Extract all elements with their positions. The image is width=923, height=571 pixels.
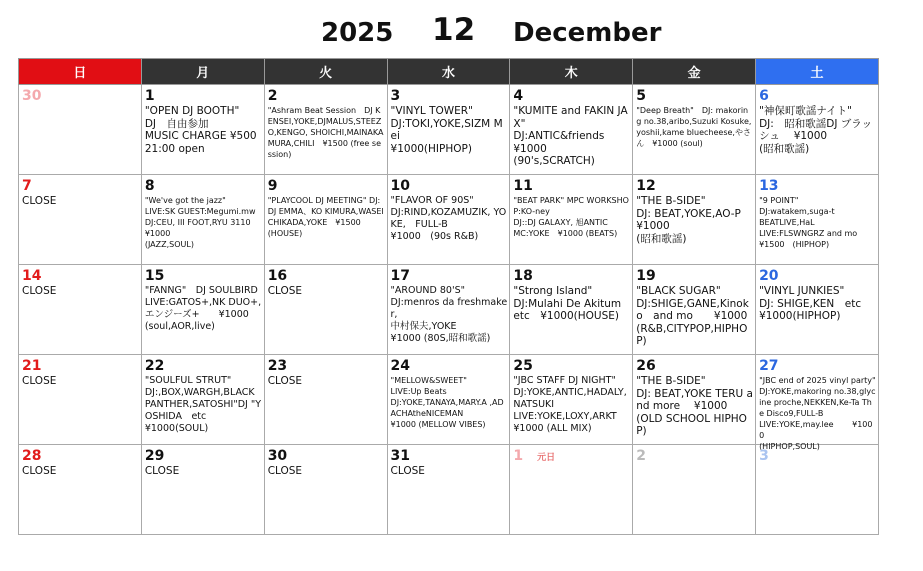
weekday-sat: 土 <box>756 59 879 85</box>
day-number: 5 <box>636 88 646 104</box>
day-cell <box>264 355 387 445</box>
day-cell <box>264 175 387 265</box>
event-text: "FANNG" DJ SOULBIRD LIVE:GATOS+,NK DUO+, エンジーズ+ ¥1000 (soul,AOR,live) <box>144 285 262 332</box>
day-cell <box>19 265 142 355</box>
day-number: 8 <box>144 178 155 194</box>
day-number: 26 <box>636 358 656 374</box>
day-number: 2 <box>636 448 646 464</box>
event-text: CLOSE <box>22 465 57 477</box>
day-number: 1 元日 <box>513 448 556 464</box>
event-text: CLOSE <box>267 375 303 387</box>
day-cell <box>19 175 142 265</box>
event-text: CLOSE <box>267 465 303 477</box>
event-text: "Strong Island" DJ:Mulahi De Akitum etc ¥1000(HOUSE) <box>513 285 622 322</box>
event-text: "VINYL TOWER" DJ:TOKI,YOKE,SIZM Mei ¥1000(HIPHOP) <box>390 105 503 155</box>
event-text: CLOSE <box>22 195 57 207</box>
event-text: "OPEN DJ BOOTH" DJ 自由参加 MUSIC CHARGE ¥500 21:00 open <box>144 105 257 155</box>
day-number: 10 <box>390 178 411 194</box>
day-cell <box>756 355 879 451</box>
weekday-wed: 水 <box>387 59 510 85</box>
weekday-header-row <box>19 59 879 85</box>
day-cell <box>510 445 633 535</box>
event-text: "BLACK SUGAR" DJ:SHIGE,GANE,Kinoko and mo ¥1000 (R&B,CITYPOP,HIPHOP) <box>636 285 749 347</box>
event-text: "Ashram Beat Session DJ KENSEI,YOKE,DJMALUS,STEEZO,KENGO, SHOICHI,MAINAKAMURA,CHILI ¥1500 (free session) <box>267 106 384 159</box>
day-number: 2 <box>267 88 278 104</box>
calendar-grid <box>18 58 879 535</box>
day-number: 27 <box>759 358 779 374</box>
day-number: 12 <box>636 178 656 194</box>
day-number: 31 <box>390 448 411 464</box>
event-text: "Deep Breath" DJ: makoring no.38,aribo,Suzuki Kosuke,yoshii,kame bluecheese,やさん ¥1000 (soul) <box>636 106 752 148</box>
day-cell <box>141 265 264 355</box>
day-number: 4 <box>513 88 524 104</box>
day-number: 19 <box>636 268 656 284</box>
day-number: 21 <box>22 358 42 374</box>
day-number: 3 <box>390 88 401 104</box>
day-number: 18 <box>513 268 533 284</box>
day-number: 6 <box>759 88 769 104</box>
day-number: 1 <box>144 88 155 104</box>
day-number: 9 <box>267 178 278 194</box>
day-cell <box>633 85 756 175</box>
day-cell <box>756 265 879 355</box>
day-cell <box>19 355 142 445</box>
day-cell <box>756 85 879 175</box>
weekday-sun: 日 <box>19 59 142 85</box>
day-number: 28 <box>22 448 42 464</box>
week-row <box>19 85 879 175</box>
week-row <box>19 175 879 265</box>
day-number: 22 <box>144 358 165 374</box>
day-cell <box>387 175 510 265</box>
day-cell <box>633 175 756 265</box>
day-number: 3 <box>759 448 769 464</box>
event-text: "神保町歌謡ナイト" DJ: 昭和歌謡DJ ブラッシュ ¥1000 (昭和歌謡) <box>759 105 873 155</box>
event-text: CLOSE <box>267 285 303 297</box>
week-row <box>19 445 879 535</box>
day-number: 15 <box>144 268 165 284</box>
day-cell <box>387 265 510 355</box>
day-cell <box>141 85 264 175</box>
day-number: 30 <box>267 448 288 464</box>
day-number: 25 <box>513 358 533 374</box>
day-cell <box>264 85 387 175</box>
week-row <box>19 355 879 445</box>
title-year: 2025 <box>321 18 394 48</box>
day-cell <box>633 445 756 535</box>
day-cell <box>510 355 633 445</box>
holiday-label: 元日 <box>537 453 556 463</box>
day-cell <box>387 355 510 445</box>
day-cell <box>264 265 387 355</box>
weekday-thu: 木 <box>510 59 633 85</box>
day-cell <box>756 445 879 535</box>
event-text: "VINYL JUNKIES" DJ: SHIGE,KEN etc ¥1000(HIPHOP) <box>759 285 862 322</box>
day-number: 29 <box>144 448 165 464</box>
weekday-fri: 金 <box>633 59 756 85</box>
weekday-mon: 月 <box>141 59 264 85</box>
day-number: 20 <box>759 268 779 284</box>
event-text: "MELLOW&SWEET" LIVE:Up Beats DJ:YOKE,TANAYA,MARY.A ,ADACHAtheNICEMAN ¥1000 (MELLOW VIBES) <box>390 376 504 429</box>
day-cell <box>264 445 387 535</box>
day-cell <box>510 85 633 175</box>
event-text: "JBC STAFF DJ NIGHT" DJ:YOKE,ANTIC,HADALY,NATSUKI LIVE:YOKE,LOXY,ARKT ¥1000 (ALL MIX) <box>513 375 627 434</box>
weekday-tue: 火 <box>264 59 387 85</box>
day-number: 11 <box>513 178 533 194</box>
day-cell <box>19 85 142 175</box>
event-text: "THE B-SIDE" DJ: BEAT,YOKE TERU and more ¥1000 (OLD SCHOOL HIPHOP) <box>636 375 753 437</box>
event-text: CLOSE <box>390 465 425 477</box>
week-row <box>19 265 879 355</box>
day-cell <box>633 265 756 355</box>
event-text: "KUMITE and FAKIN JAX" DJ:ANTIC&friends ¥1000 (90's,SCRATCH) <box>513 105 628 167</box>
event-text: "We've got the jazz" LIVE:SK GUEST:Megumi.mw DJ:CEU, III FOOT,RYU 3110 ¥1000 (JAZZ,SOUL) <box>144 196 256 249</box>
event-text: "THE B-SIDE" DJ: BEAT,YOKE,AO-P ¥1000 (昭和歌謡) <box>636 195 741 245</box>
day-cell <box>387 85 510 175</box>
event-text: "AROUND 80'S" DJ:menros da freshmaker, 中村保夫,YOKE ¥1000 (80S,昭和歌謡) <box>390 285 508 344</box>
event-text: CLOSE <box>22 285 57 297</box>
day-cell <box>633 355 756 445</box>
day-cell <box>756 175 879 265</box>
day-cell <box>141 175 264 265</box>
day-number: 24 <box>390 358 411 374</box>
event-text: "JBC end of 2025 vinyl party" DJ:YOKE,makoring no.38,glycine proche,NEKKEN,Ke-Ta The Disco9,FULL-B LIVE:YOKE,may.lee ¥1000 (HIPHOP,SOUL) <box>759 376 876 451</box>
day-number: 13 <box>759 178 779 194</box>
day-cell <box>387 445 510 535</box>
day-number: 17 <box>390 268 411 284</box>
day-number: 14 <box>22 268 42 284</box>
calendar-title <box>0 10 923 50</box>
event-text: "PLAYCOOL DJ MEETING" DJ:DJ EMMA、KO KIMURA,WASEI CHIKADA,YOKE ¥1500 (HOUSE) <box>267 196 384 238</box>
event-text: "SOULFUL STRUT" DJ:,BOX,WARGH,BLACK PANTHER,SATOSHI"DJ "YOSHIDA etc ¥1000(SOUL) <box>144 375 262 434</box>
day-cell <box>510 265 633 355</box>
event-text: "FLAVOR OF 90S" DJ:RIND,KOZAMUZIK, YOKE, FULL-B ¥1000 (90s R&B) <box>390 195 507 242</box>
day-cell <box>141 355 264 445</box>
day-cell <box>19 445 142 535</box>
event-text: "BEAT PARK" MPC WORKSHOP:KO-ney DJ::DJ GALAXY, 旭ANTIC MC:YOKE ¥1000 (BEATS) <box>513 196 629 238</box>
day-number: 30 <box>22 88 42 104</box>
title-month: 12 <box>432 12 476 48</box>
event-text: "9 POINT" DJ:watakem,suga-t BEATLIVE,HaL LIVE:FLSWNGRZ and mo ¥1500 (HIPHOP) <box>759 196 858 249</box>
event-text: CLOSE <box>144 465 180 477</box>
day-cell <box>510 175 633 265</box>
day-number: 7 <box>22 178 32 194</box>
day-number: 23 <box>267 358 288 374</box>
day-number: 16 <box>267 268 288 284</box>
day-cell <box>141 445 264 535</box>
title-month-name: December <box>513 18 662 48</box>
event-text: CLOSE <box>22 375 57 387</box>
